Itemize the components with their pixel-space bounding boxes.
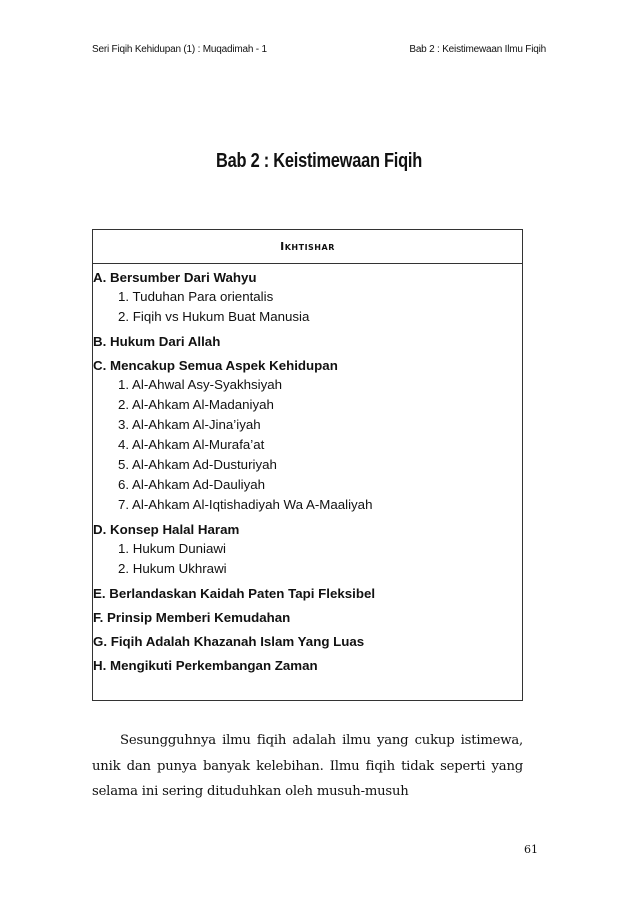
- summary-item: 2. Al-Ahkam Al-Madaniyah: [118, 397, 274, 412]
- summary-item: 1. Hukum Duniawi: [118, 541, 226, 556]
- summary-item: 1. Al-Ahwal Asy-Syakhsiyah: [118, 377, 283, 392]
- page-number: 61: [524, 843, 538, 856]
- summary-section-title: H. Mengikuti Perkembangan Zaman: [93, 658, 318, 673]
- summary-item: 2. Fiqih vs Hukum Buat Manusia: [118, 309, 310, 324]
- chapter-title: Bab 2 : Keistimewaan Fiqih: [216, 150, 422, 172]
- summary-item: 7. Al-Ahkam Al-Iqtishadiyah Wa A-Maaliyah: [118, 497, 373, 512]
- summary-box: [92, 229, 523, 701]
- summary-section: [93, 632, 522, 651]
- summary-section: [93, 608, 522, 627]
- summary-section: [93, 656, 522, 675]
- summary-item-list: [93, 287, 522, 327]
- summary-section-title: C. Mencakup Semua Aspek Kehidupan: [93, 358, 338, 373]
- summary-section-title: D. Konsep Halal Haram: [93, 522, 240, 537]
- summary-section: [93, 332, 522, 351]
- summary-section-title: G. Fiqih Adalah Khazanah Islam Yang Luas: [93, 634, 365, 649]
- summary-section-title: B. Hukum Dari Allah: [93, 334, 221, 349]
- summary-item: 4. Al-Ahkam Al-Murafa’at: [118, 437, 265, 452]
- summary-item-list: [93, 539, 522, 579]
- summary-section-title: E. Berlandaskan Kaidah Paten Tapi Fleksibel: [93, 586, 376, 601]
- summary-item-list: [93, 375, 522, 515]
- summary-box-title: Ikhtishar: [93, 230, 522, 264]
- header-chapter-title: Bab 2 : Keistimewaan Ilmu Fiqih: [409, 44, 546, 55]
- summary-section: [93, 356, 522, 515]
- body-paragraph: Sesungguhnya ilmu fiqih adalah ilmu yang cukup istimewa, unik dan punya banyak kelebihan. Ilmu fiqih tidak seperti yang selama ini sering dituduhkan oleh musuh-musuh: [92, 733, 523, 799]
- summary-item: 1. Tuduhan Para orientalis: [118, 289, 274, 304]
- running-header: [92, 44, 546, 60]
- summary-item: 6. Al-Ahkam Ad-Dauliyah: [118, 477, 266, 492]
- summary-section: [93, 584, 522, 603]
- summary-section: [93, 268, 522, 327]
- summary-section-title: F. Prinsip Memberi Kemudahan: [93, 610, 291, 625]
- summary-box-body: [93, 264, 522, 675]
- summary-section: [93, 520, 522, 579]
- header-series-title: Seri Fiqih Kehidupan (1) : Muqadimah - 1: [92, 44, 267, 55]
- summary-item: 3. Al-Ahkam Al-Jina’iyah: [118, 417, 261, 432]
- summary-item: 2. Hukum Ukhrawi: [118, 561, 227, 576]
- summary-section-title: A. Bersumber Dari Wahyu: [93, 270, 257, 285]
- summary-item: 5. Al-Ahkam Ad-Dusturiyah: [118, 457, 277, 472]
